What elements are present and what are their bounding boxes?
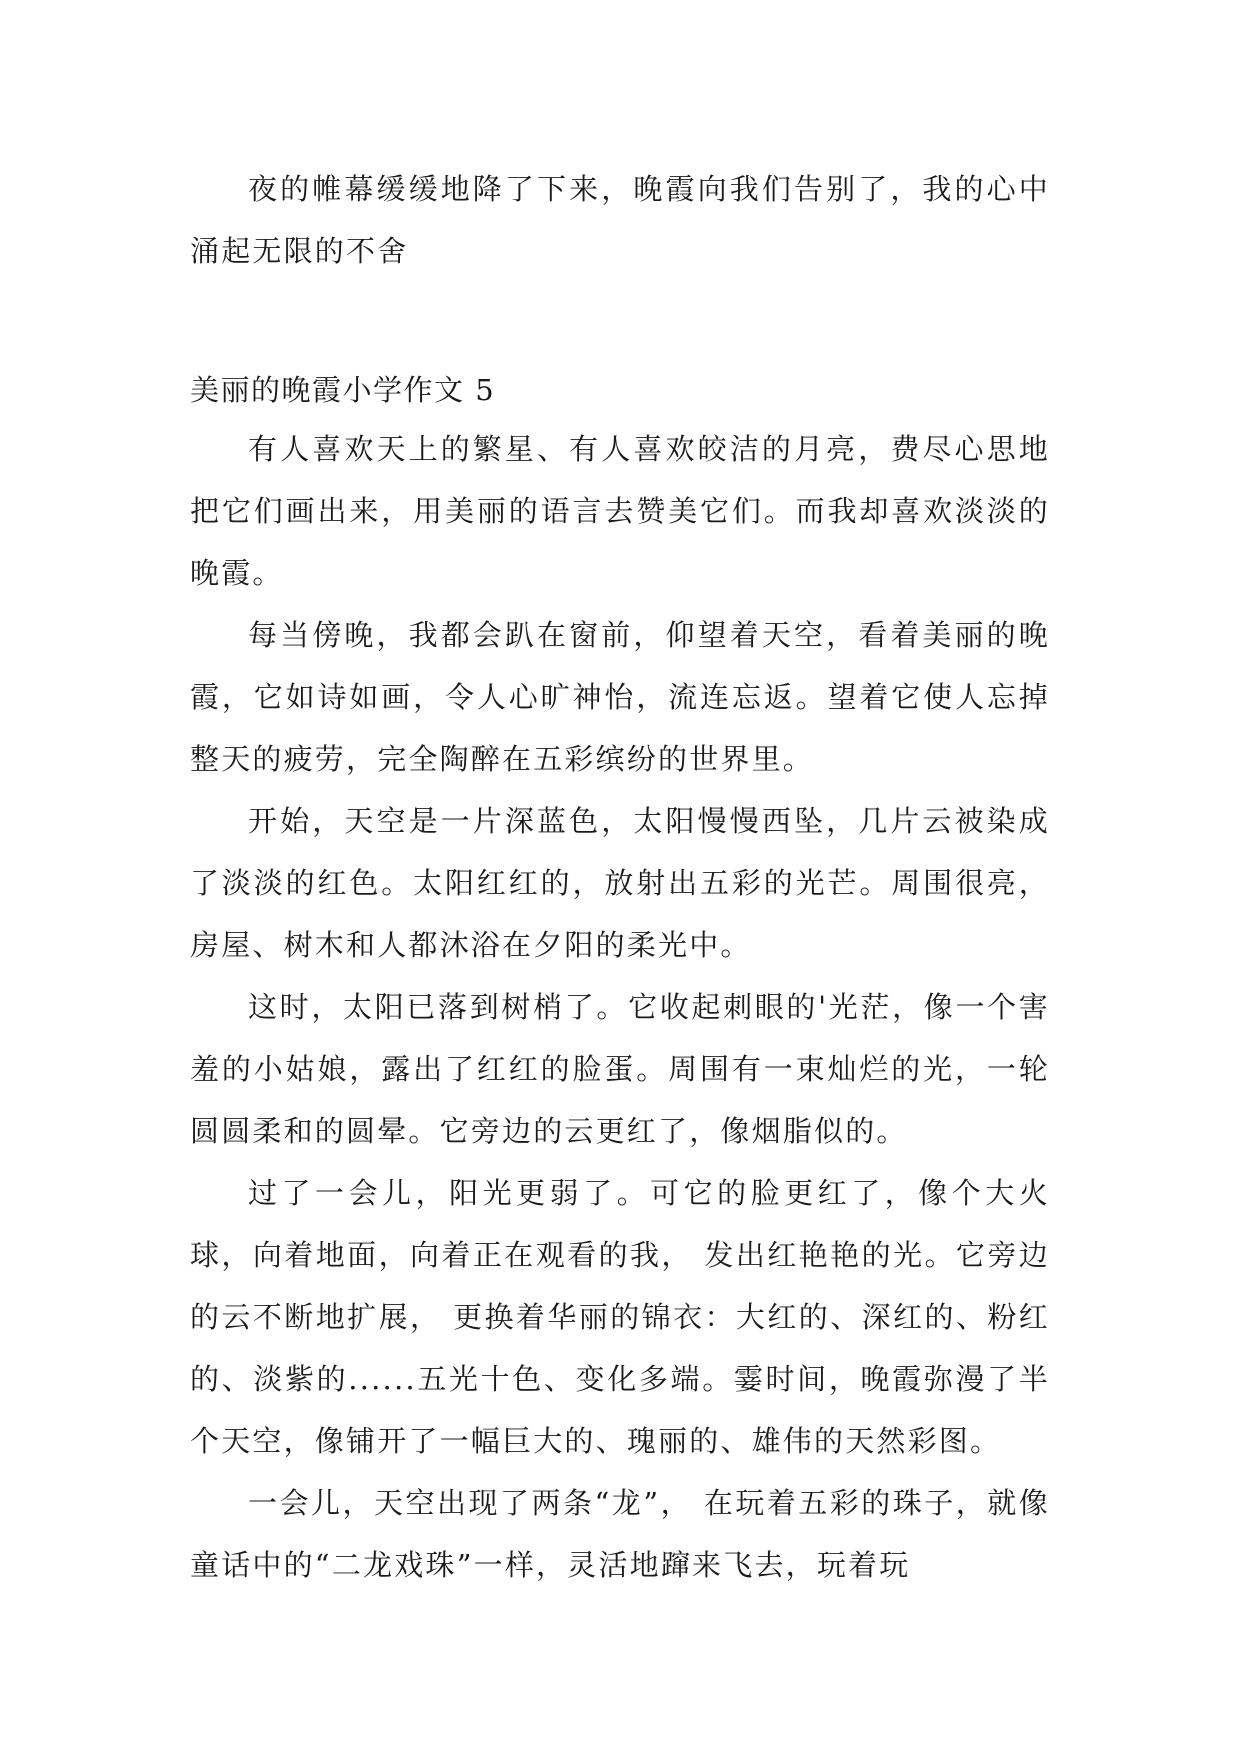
body-paragraph-2: 每当傍晚，我都会趴在窗前，仰望着天空，看着美丽的晚霞，它如诗如画，令人心旷神怡，流连忘返。望着它使人忘掉整天的疲劳，完全陶醉在五彩缤纷的世界里。 bbox=[190, 618, 1050, 776]
section-title: 美丽的晚霞小学作文 5 bbox=[190, 373, 496, 407]
document-body bbox=[190, 158, 1050, 1596]
intro-paragraph: 夜的帷幕缓缓地降了下来，晚霞向我们告别了，我的心中涌起无限的不舍 bbox=[190, 172, 1050, 268]
body-paragraph-4: 这时，太阳已落到树梢了。它收起刺眼的'光茫，像一个害羞的小姑娘，露出了红红的脸蛋。周围有一束灿烂的光，一轮圆圆柔和的圆晕。它旁边的云更红了，像烟脂似的。 bbox=[190, 990, 1050, 1148]
body-paragraph-1: 有人喜欢天上的繁星、有人喜欢皎洁的月亮，费尽心思地把它们画出来，用美丽的语言去赞美它们。而我却喜欢淡淡的晚霞。 bbox=[190, 432, 1050, 590]
body-paragraph-3: 开始，天空是一片深蓝色，太阳慢慢西坠，几片云被染成了淡淡的红色。太阳红红的，放射出五彩的光芒。周围很亮，房屋、树木和人都沐浴在夕阳的柔光中。 bbox=[190, 804, 1050, 962]
body-paragraph-5: 过了一会儿，阳光更弱了。可它的脸更红了，像个大火球，向着地面，向着正在观看的我， 发出红艳艳的光。它旁边的云不断地扩展， 更换着华丽的锦衣：大红的、深红的、粉红的、淡紫的......五光十色、变化多端。霎时间，晚霞弥漫了半个天空，像铺开了一幅巨大的、瑰丽的、雄伟的天然彩图。 bbox=[190, 1176, 1050, 1458]
body-paragraph-6: 一会儿，天空出现了两条“龙”， 在玩着五彩的珠子，就像童话中的“二龙戏珠”一样，灵活地蹿来飞去，玩着玩 bbox=[190, 1486, 1050, 1582]
